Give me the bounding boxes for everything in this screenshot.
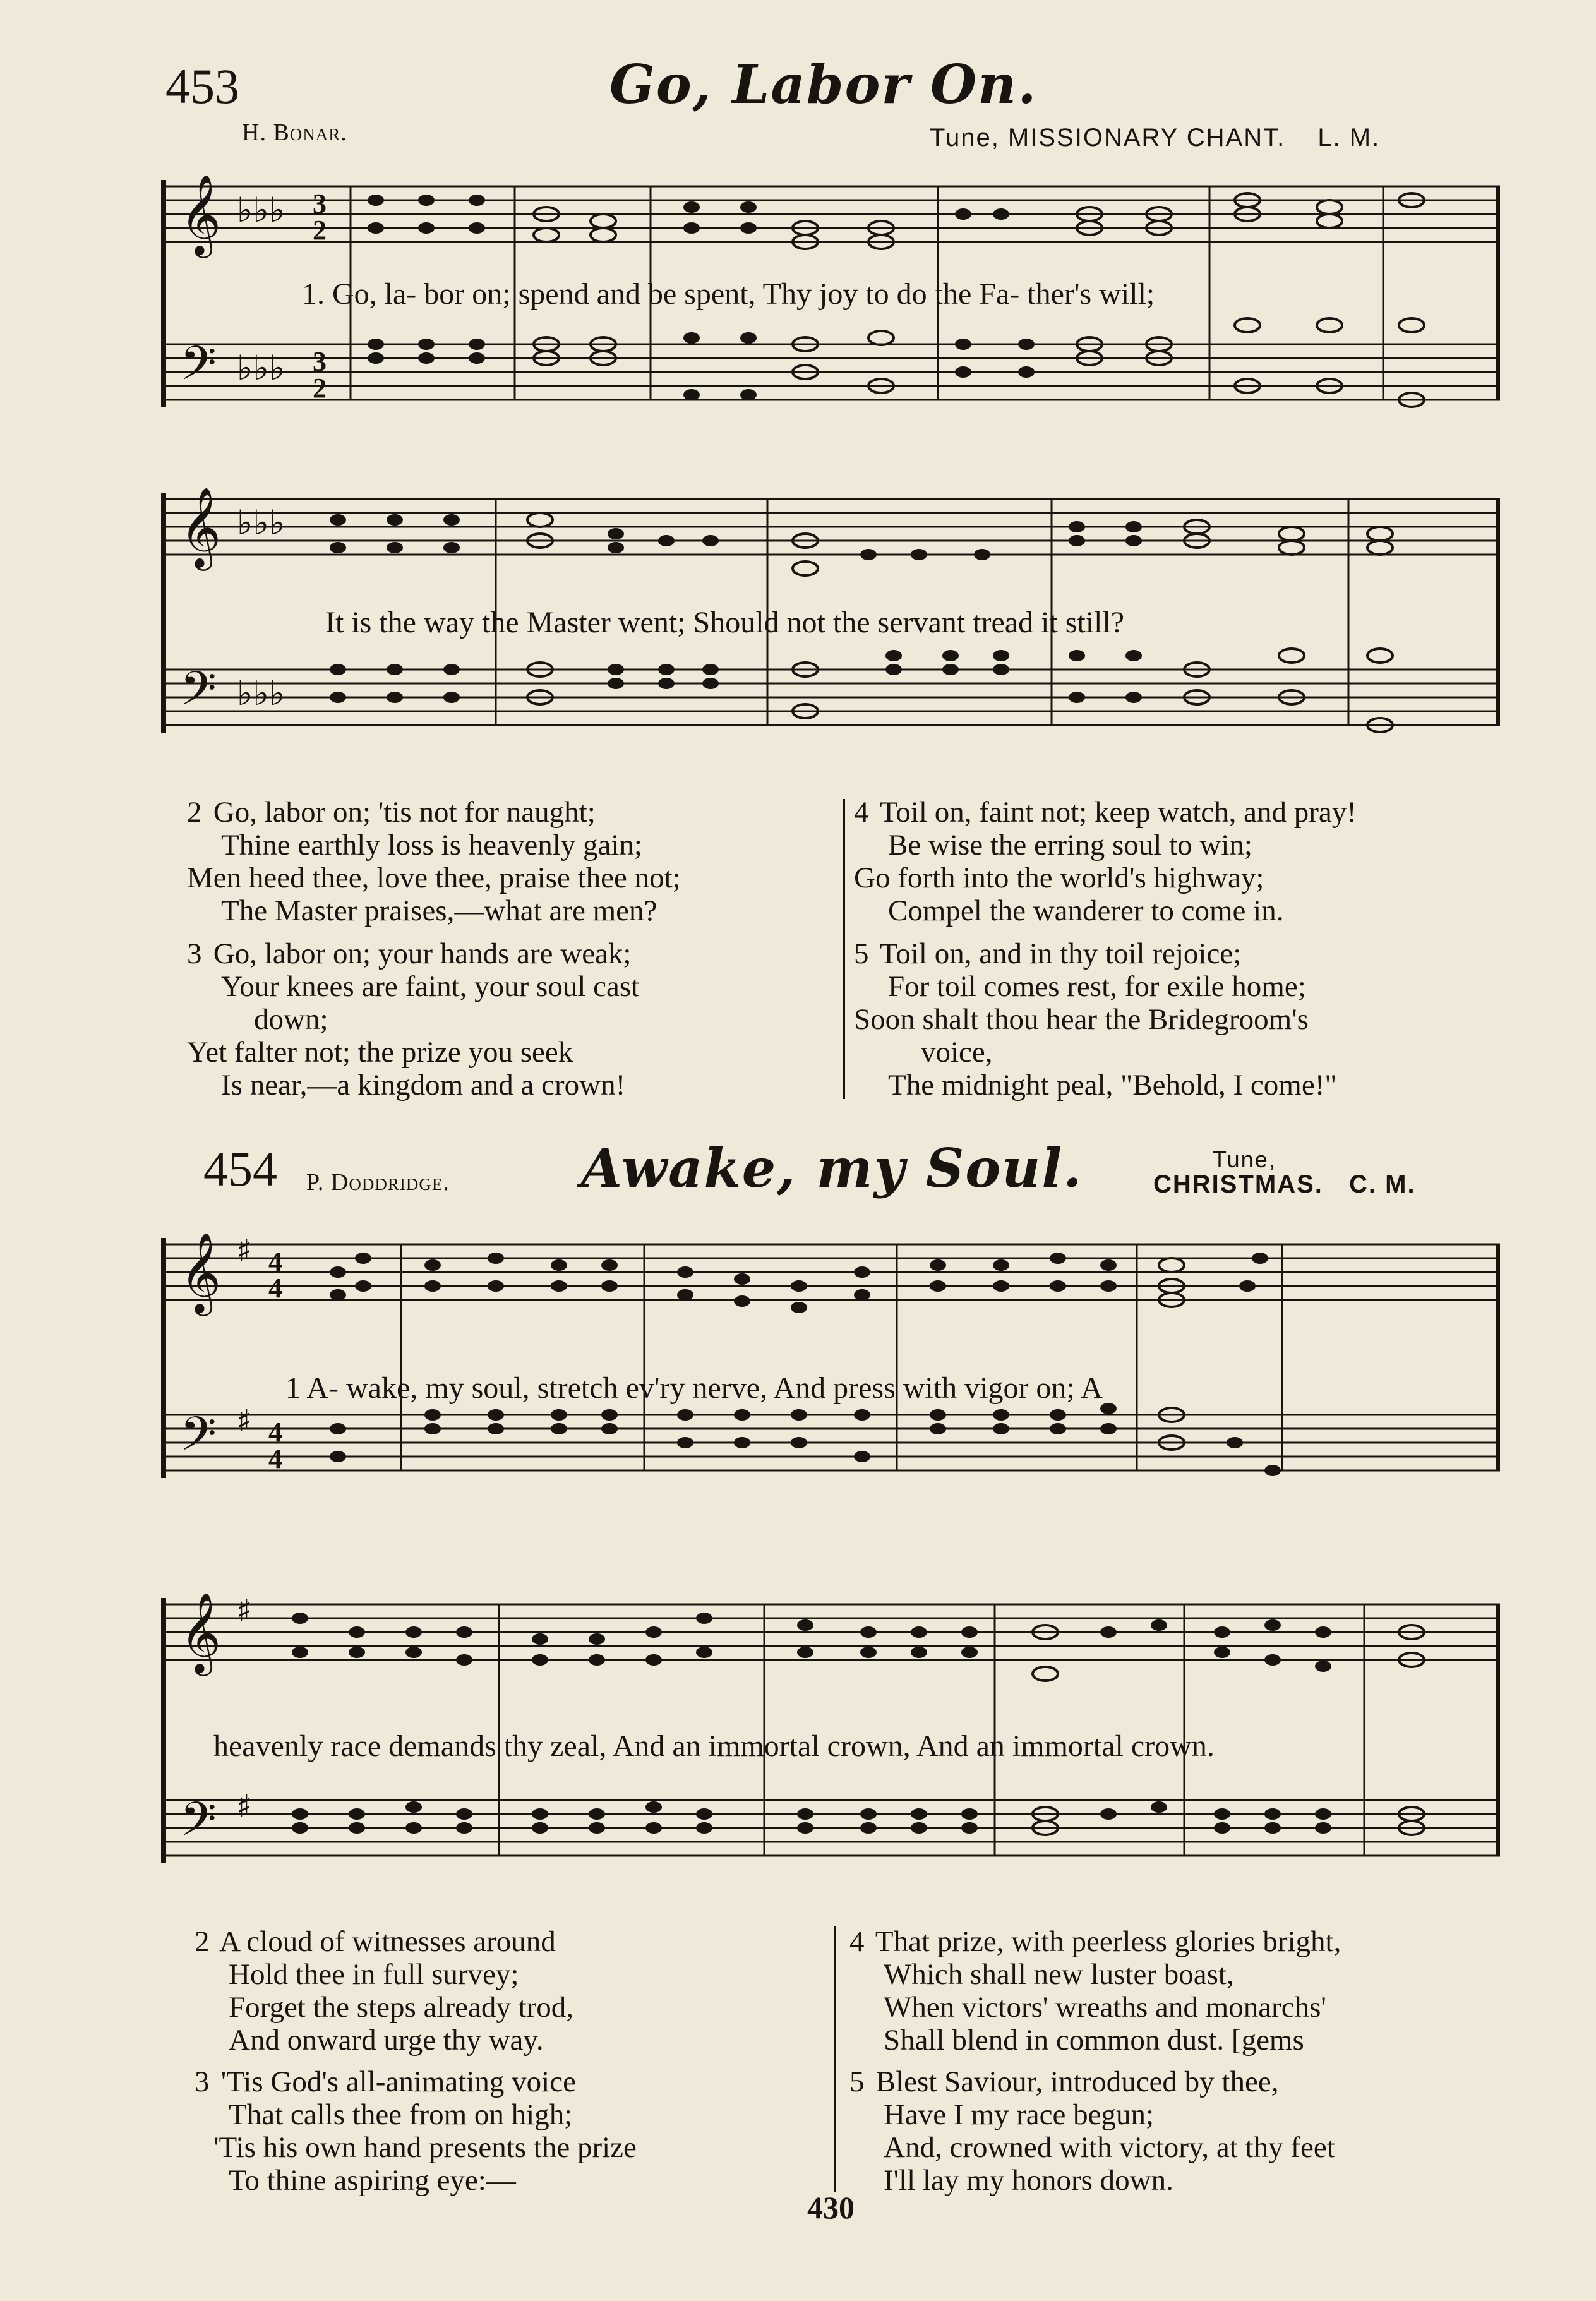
verse-number: 3 — [195, 2065, 210, 2098]
verse-line: Compel the wanderer to come in. — [888, 894, 1284, 927]
verse-text: Go, labor on; 'tis not for naught; — [213, 796, 596, 829]
svg-text:♯: ♯ — [237, 1233, 252, 1268]
verse-line: The midnight peal, "Behold, I come!" — [888, 1069, 1337, 1102]
hymn-title: Go, Labor On. — [609, 53, 1038, 116]
verse-line: Go forth into the world's highway; — [854, 862, 1264, 894]
verse-line: 'Tis his own hand presents the prize — [213, 2131, 637, 2164]
verse-line: Is near,—a kingdom and a crown! — [221, 1069, 626, 1102]
svg-text:♭♭♭: ♭♭♭ — [237, 503, 285, 543]
hymn-author: P. Doddridge. — [306, 1169, 450, 1196]
verse-number: 3 — [187, 937, 202, 970]
verse-line: For toil comes rest, for exile home; — [888, 970, 1306, 1003]
hymn-number: 454 — [203, 1141, 277, 1196]
verse-line: And onward urge thy way. — [229, 2024, 544, 2057]
svg-text:♯: ♯ — [237, 1593, 252, 1628]
verse-line — [195, 2065, 637, 2098]
tune-name — [930, 124, 1380, 152]
verse-text: 'Tis God's all-animating voice — [220, 2065, 576, 2098]
verse-line: down; — [254, 1003, 328, 1036]
verse-line: When victors' wreaths and monarchs' — [884, 1991, 1326, 2024]
verse-block-right — [849, 1925, 1341, 2197]
svg-text:𝄢: 𝄢 — [180, 1407, 217, 1473]
verse-text: Blest Saviour, introduced by thee, — [875, 2065, 1279, 2098]
svg-text:𝄞: 𝄞 — [180, 1232, 222, 1313]
column-divider — [843, 799, 845, 1099]
svg-text:𝄞: 𝄞 — [180, 174, 222, 255]
svg-text:♭♭♭: ♭♭♭ — [237, 673, 285, 713]
verse-line: That calls thee from on high; — [229, 2098, 573, 2131]
svg-text:♯: ♯ — [237, 1789, 252, 1824]
verse-line — [195, 1925, 637, 1958]
verse-line: voice, — [921, 1036, 993, 1069]
verse-line — [187, 796, 681, 829]
verse-line: Thine earthly loss is heavenly gain; — [221, 829, 642, 862]
hymn-author: H. Bonar. — [242, 119, 347, 146]
svg-text:4: 4 — [268, 1273, 282, 1304]
svg-text:♭♭♭: ♭♭♭ — [237, 348, 285, 388]
tune-label: Tune, MISSIONARY CHANT. — [930, 124, 1286, 152]
svg-text:2: 2 — [313, 373, 327, 404]
verse-line: Men heed thee, love thee, praise thee not; — [187, 862, 681, 894]
tune-label: CHRISTMAS. — [1153, 1170, 1323, 1198]
svg-text:𝄞: 𝄞 — [180, 486, 222, 567]
verse-number: 5 — [854, 937, 869, 970]
lyric-line: heavenly race demands thy zeal, And an immortal crown, And an immortal crown. — [213, 1729, 1215, 1763]
verse-block-left — [187, 796, 681, 1102]
verse-text: Go, labor on; your hands are weak; — [213, 937, 632, 970]
svg-text:𝄢: 𝄢 — [180, 661, 217, 728]
tune-label: Tune, — [1213, 1146, 1276, 1172]
meter: C. M. — [1349, 1170, 1416, 1198]
verse-line: Your knees are faint, your soul cast — [221, 970, 640, 1003]
verse-line: Which shall new luster boast, — [884, 1958, 1234, 1991]
verse-text: That prize, with peerless glories bright, — [875, 1925, 1341, 1958]
svg-text:𝄞: 𝄞 — [180, 1592, 222, 1673]
verse-line: Hold thee in full survey; — [229, 1958, 519, 1991]
verse-line — [849, 2065, 1341, 2098]
svg-text:𝄢: 𝄢 — [180, 336, 217, 402]
verse-number: 2 — [187, 796, 202, 829]
svg-text:♯: ♯ — [237, 1403, 252, 1439]
verse-number: 2 — [195, 1925, 210, 1958]
verse-line: Soon shalt thou hear the Bridegroom's — [854, 1003, 1309, 1036]
verse-line: Shall blend in common dust. [gems — [884, 2024, 1304, 2057]
svg-text:4: 4 — [268, 1443, 282, 1474]
verse-number: 4 — [849, 1925, 865, 1958]
verse-line — [187, 937, 681, 970]
verse-text: Toil on, faint not; keep watch, and pray! — [879, 796, 1357, 829]
verse-line — [854, 937, 1357, 970]
lyric-line: 1 A- wake, my soul, stretch ev'ry nerve, And press with vigor on; A — [285, 1371, 1103, 1405]
svg-text:3: 3 — [313, 346, 327, 377]
verse-text: A cloud of witnesses around — [219, 1925, 556, 1958]
verse-number: 4 — [854, 796, 869, 829]
verse-line: Have I my race begun; — [884, 2098, 1155, 2131]
svg-text:𝄢: 𝄢 — [180, 1792, 217, 1858]
hymn-title: Awake, my Soul. — [581, 1137, 1083, 1199]
meter: L. M. — [1317, 124, 1381, 152]
svg-text:2: 2 — [313, 215, 327, 246]
verse-line: I'll lay my honors down. — [884, 2164, 1173, 2197]
lyric-line: 1. Go, la- bor on; spend and be spent, Thy joy to do the Fa- ther's will; — [302, 277, 1155, 311]
verse-text: Toil on, and in thy toil rejoice; — [879, 937, 1242, 970]
column-divider — [834, 1926, 836, 2192]
svg-text:3: 3 — [313, 188, 327, 219]
verse-line: Yet falter not; the prize you seek — [187, 1036, 573, 1069]
verse-line: The Master praises,—what are men? — [221, 894, 657, 927]
verse-block-left — [195, 1925, 637, 2197]
lyric-line: It is the way the Master went; Should not the servant tread it still? — [325, 606, 1125, 639]
verse-line — [854, 796, 1357, 829]
verse-line: Be wise the erring soul to win; — [888, 829, 1252, 862]
verse-line — [849, 1925, 1341, 1958]
verse-line: To thine aspiring eye:— — [229, 2164, 516, 2197]
page-number: 430 — [807, 2190, 855, 2225]
verse-line: Forget the steps already trod, — [229, 1991, 574, 2024]
svg-text:4: 4 — [268, 1417, 282, 1448]
verse-block-right — [854, 796, 1357, 1102]
svg-text:4: 4 — [268, 1246, 282, 1277]
verse-number: 5 — [849, 2065, 865, 2098]
hymn-number: 453 — [165, 59, 239, 114]
tune-name — [1153, 1170, 1416, 1199]
svg-text:♭♭♭: ♭♭♭ — [237, 190, 285, 230]
verse-line: And, crowned with victory, at thy feet — [884, 2131, 1335, 2164]
